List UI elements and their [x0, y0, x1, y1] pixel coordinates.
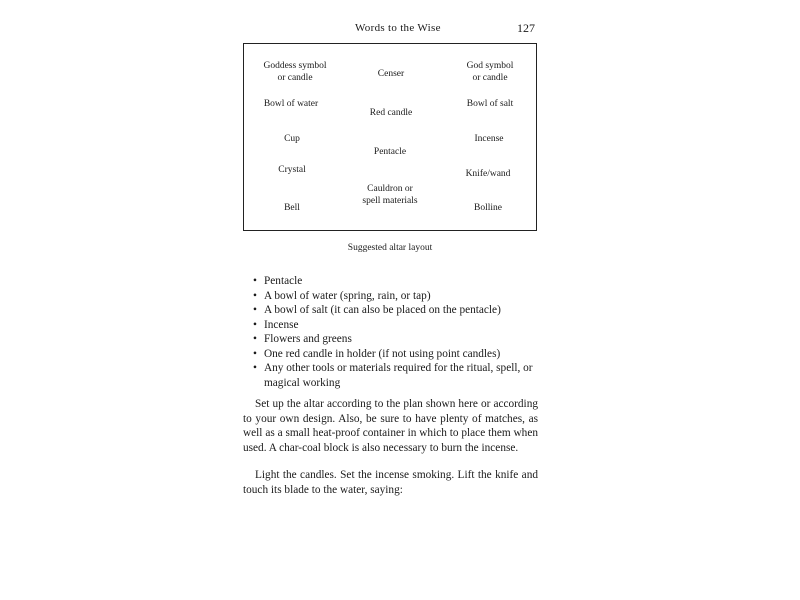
list-item: [253, 303, 538, 318]
list-item-text: A bowl of water (spring, rain, or tap): [264, 289, 431, 302]
red-candle-label: Red candle: [369, 108, 413, 118]
bolline-label: Bolline: [474, 203, 502, 213]
list-item-text: Any other tools or materials required for the ritual, spell, or magical working: [264, 362, 533, 389]
incense-label: Incense: [474, 134, 504, 144]
list-item-text: Flowers and greens: [264, 333, 352, 345]
list-item-text: A bowl of salt (it can also be placed on the pentacle): [264, 304, 501, 316]
pentacle-label: Pentacle: [373, 147, 407, 157]
crystal-label: Crystal: [278, 165, 306, 175]
bullet-icon: •: [253, 289, 257, 302]
paragraph: Set up the altar according to the plan shown here or according to your own design. Also, be sure to have plenty of matches, as well as a small heat-proof container in which to place them when used. A char-coal block is also necessary to burn the incense.: [243, 398, 538, 454]
list-item: [253, 332, 538, 347]
list-item: [253, 289, 538, 304]
cauldron-label: Cauldron or spell materials: [362, 184, 418, 206]
list-item: [253, 347, 538, 362]
bullet-icon: •: [253, 333, 257, 345]
paragraph: Light the candles. Set the incense smoking. Lift the knife and touch its blade to the water, saying:: [243, 469, 538, 496]
bullet-icon: •: [253, 362, 257, 374]
bowl-of-salt-label: Bowl of salt: [466, 99, 514, 109]
bullet-icon: •: [253, 318, 257, 331]
censer-label: Censer: [377, 69, 405, 79]
page-number: 127: [517, 21, 535, 35]
knife-wand-label: Knife/wand: [465, 169, 511, 179]
list-item-text: One red candle in holder (if not using point candles): [264, 347, 501, 360]
god-symbol-label: God symbol or candle: [466, 61, 514, 83]
bell-label: Bell: [284, 203, 300, 213]
list-item-text: Pentacle: [264, 275, 303, 287]
running-head: Words to the Wise: [355, 22, 441, 34]
bullet-icon: •: [253, 304, 257, 316]
list-item: [253, 318, 538, 333]
supply-list: [253, 274, 538, 390]
altar-layout-diagram: [243, 43, 537, 231]
bullet-icon: •: [253, 275, 257, 287]
list-item-text: Incense: [264, 318, 299, 331]
bowl-of-water-label: Bowl of water: [263, 99, 319, 109]
goddess-symbol-label: Goddess symbol or candle: [263, 61, 327, 83]
list-item: [253, 361, 538, 390]
bullet-icon: •: [253, 347, 257, 360]
list-item: [253, 274, 538, 289]
diagram-caption: Suggested altar layout: [347, 243, 433, 253]
cup-label: Cup: [284, 134, 300, 144]
